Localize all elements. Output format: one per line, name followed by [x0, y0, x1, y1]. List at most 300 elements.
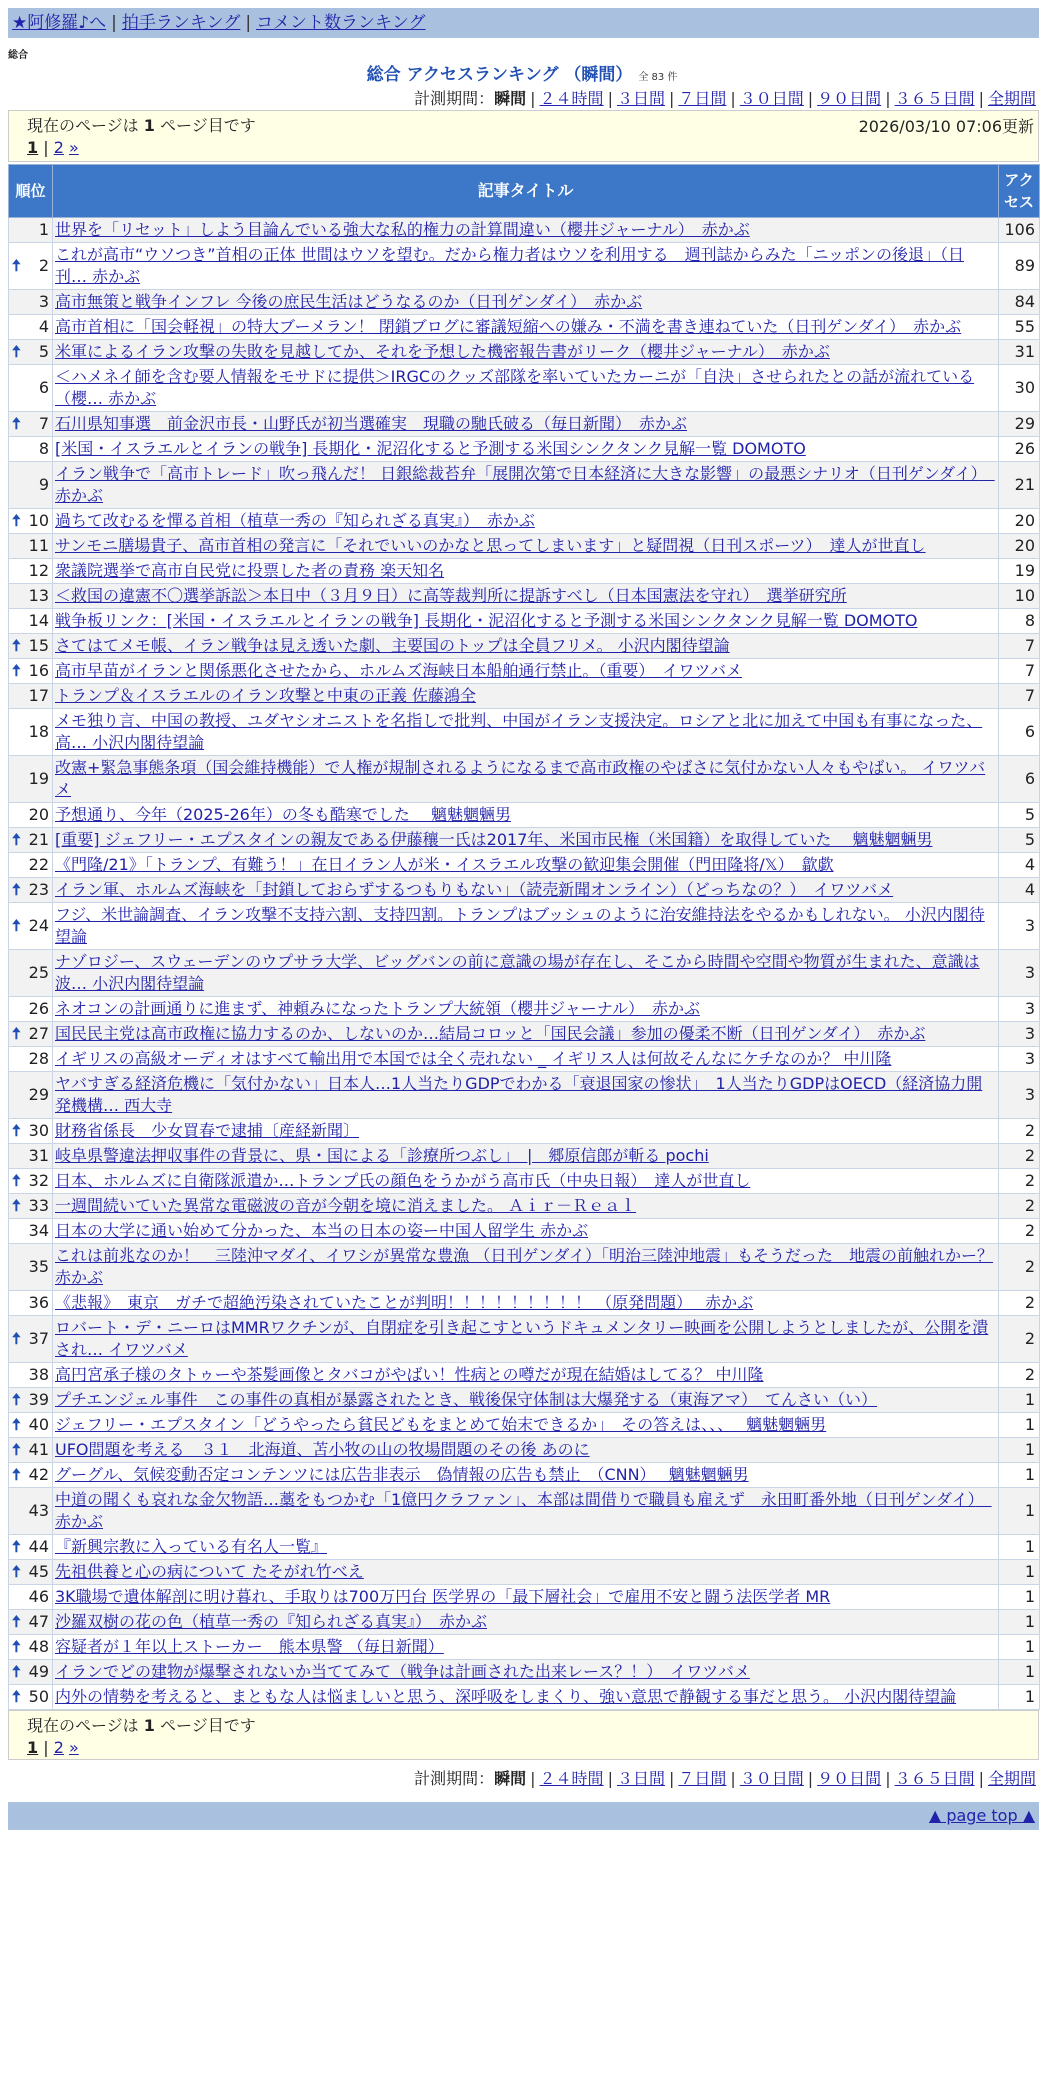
access-count: 3	[999, 903, 1040, 950]
table-row	[9, 1463, 1040, 1488]
title-cell	[53, 950, 999, 997]
article-link[interactable]: ヤバすぎる経済危機に「気付かない」日本人…1人当たりGDPでわかる「衰退国家の惨状」 1人当たりGDPはOECD（経済協力開発機構… 西大寺	[55, 1074, 983, 1115]
article-link[interactable]: サンモニ膳場貴子、高市首相の発言に「それでいいのかなと思ってしまいます」と疑問視（日刊スポーツ） 達人が世直し	[55, 536, 926, 555]
title-cell	[53, 756, 999, 803]
rank-cell	[9, 1169, 53, 1194]
page-2-link[interactable]: 2	[53, 138, 64, 157]
rank-number: 28	[28, 1049, 49, 1068]
rank-up-arrow-icon: 🠅	[12, 1196, 21, 1215]
title-cell	[53, 1535, 999, 1560]
article-link[interactable]: ＜ハメネイ師を含む要人情報をモサドに提供＞IRGCのクッズ部隊を率いていたカーニが「自決」させられたとの話が流れている（櫻… 赤かぶ	[55, 367, 975, 408]
rank-up-arrow-icon: 🠅	[12, 1121, 21, 1140]
rank-cell	[9, 1438, 53, 1463]
rank-up-arrow-icon: 🠅	[12, 1687, 21, 1706]
article-link[interactable]: イラン軍、ホルムズ海峡を「封鎖しておらずするつもりもない」（読売新聞オンライン）（どっちなの？） イワツバメ	[55, 880, 894, 899]
rank-cell	[9, 1535, 53, 1560]
table-row	[9, 290, 1040, 315]
table-row	[9, 509, 1040, 534]
table-row	[9, 1047, 1040, 1072]
access-count: 1	[999, 1463, 1040, 1488]
period-link[interactable]: ３６５日間	[894, 1769, 975, 1788]
period-link[interactable]: ３日間	[616, 89, 665, 108]
article-link[interactable]: 中道の聞くも哀れな金欠物語…藁をもつかむ「1億円クラファン」、本部は間借りで職員も雇えず 永田町番外地（日刊ゲンダイ） 赤かぶ	[55, 1490, 992, 1531]
access-count: 2	[999, 1363, 1040, 1388]
rank-number: 36	[28, 1293, 49, 1312]
article-link[interactable]: ネオコンの計画通りに進まず、神頼みになったトランプ大統領（櫻井ジャーナル） 赤かぶ	[55, 999, 700, 1018]
title-cell	[53, 1291, 999, 1316]
page-1-current: 1	[27, 138, 39, 157]
table-row	[9, 878, 1040, 903]
rank-up-arrow-icon: 🠅	[12, 511, 21, 530]
access-count: 2	[999, 1144, 1040, 1169]
rank-cell	[9, 1119, 53, 1144]
article-link[interactable]: ロバート・デ・ニーロはMMRワクチンが、自閉症を引き起こすというドキュメンタリー映画を公開しようとしましたが、公開を潰され… イワツバメ	[55, 1318, 989, 1359]
access-count: 2	[999, 1194, 1040, 1219]
title-cell	[53, 534, 999, 559]
table-row	[9, 1585, 1040, 1610]
title-cell	[53, 1463, 999, 1488]
article-link[interactable]: 財務省係長 少女買春で逮捕〔産経新聞〕	[55, 1121, 360, 1140]
access-count: 30	[999, 365, 1040, 412]
title-cell	[53, 1022, 999, 1047]
title-cell	[53, 462, 999, 509]
rank-cell	[9, 559, 53, 584]
title-cell	[53, 828, 999, 853]
rank-number: 17	[28, 686, 49, 705]
article-link[interactable]: これは前兆なのか！ 三陸沖マダイ、イワシが異常な豊漁 （日刊ゲンダイ）「明治三陸沖地震」もそうだった 地震の前触れかー？ 赤かぶ	[55, 1246, 994, 1287]
rank-cell	[9, 365, 53, 412]
current-page-text-bottom: 現在のページは 1 ページ目です	[27, 1716, 256, 1735]
article-link[interactable]: 日本、ホルムズに自衛隊派遣か…トランプ氏の顔色をうかがう高市氏（中央日報） 達人が世直し	[55, 1171, 751, 1190]
rank-cell	[9, 1610, 53, 1635]
rank-number: 20	[28, 805, 49, 824]
table-row	[9, 1388, 1040, 1413]
article-link[interactable]: イランでどの建物が爆撃されないか当ててみて（戦争は計画された出来レース？！） イワツバメ	[55, 1662, 750, 1681]
rank-number: 23	[28, 880, 49, 899]
title-cell	[53, 365, 999, 412]
article-link[interactable]: 米軍によるイラン攻撃の失敗を見越してか、それを予想した機密報告書がリーク（櫻井ジャーナル） 赤かぶ	[55, 342, 830, 361]
access-count: 6	[999, 709, 1040, 756]
rank-cell	[9, 634, 53, 659]
rank-number: 30	[28, 1121, 49, 1140]
rank-number: 41	[28, 1440, 49, 1459]
title-cell	[53, 1169, 999, 1194]
access-count: 3	[999, 1022, 1040, 1047]
rank-cell	[9, 290, 53, 315]
rank-up-arrow-icon: 🠅	[12, 256, 21, 275]
rank-cell	[9, 950, 53, 997]
access-count: 3	[999, 1047, 1040, 1072]
rank-number: 43	[28, 1501, 49, 1520]
article-link[interactable]: ジェフリー・エプスタイン「どうやったら貧民どもをまとめて始末できるか」 その答えは、、、 魑魅魍魎男	[55, 1415, 827, 1434]
table-row	[9, 1685, 1040, 1710]
rank-cell	[9, 659, 53, 684]
period-label: 計測期間：	[414, 89, 495, 108]
article-link[interactable]: ＜救国の違憲不〇選挙訴訟＞本日中（３月９日）に高等裁判所に提訴すべし（日本国憲法を守れ） 選挙研究所	[55, 586, 847, 605]
article-link[interactable]: 3K職場で遺体解剖に明け暮れ、手取りは700万円台 医学界の「最下層社会」で雇用不安と闘う法医学者 MR	[55, 1587, 831, 1606]
rank-up-arrow-icon: 🠅	[12, 1562, 21, 1581]
article-link[interactable]: 沙羅双樹の花の色（植草一秀の『知られざる真実』） 赤かぶ	[55, 1612, 488, 1631]
title-cell	[53, 803, 999, 828]
title-cell	[53, 684, 999, 709]
page-2-link-bottom[interactable]: 2	[53, 1738, 64, 1757]
rank-cell	[9, 1194, 53, 1219]
table-row	[9, 803, 1040, 828]
access-count: 1	[999, 1635, 1040, 1660]
rank-number: 45	[28, 1562, 49, 1581]
title-cell	[53, 1438, 999, 1463]
table-row	[9, 997, 1040, 1022]
access-count: 106	[999, 218, 1040, 243]
table-row	[9, 218, 1040, 243]
access-count: 1	[999, 1610, 1040, 1635]
rank-number: 14	[28, 611, 49, 630]
rank-number: 44	[28, 1537, 49, 1556]
table-row	[9, 1413, 1040, 1438]
access-count: 5	[999, 803, 1040, 828]
rank-number: 15	[28, 636, 49, 655]
access-count: 19	[999, 559, 1040, 584]
rank-number: 7	[38, 414, 49, 433]
rank-number: 4	[38, 317, 49, 336]
access-count: 1	[999, 1413, 1040, 1438]
access-count: 2	[999, 1316, 1040, 1363]
title-cell	[53, 243, 999, 290]
table-row	[9, 853, 1040, 878]
rank-cell	[9, 243, 53, 290]
article-link[interactable]: 高市首相に「国会軽視」の特大ブーメラン！ 閉鎖ブログに審議短縮への嫌み・不満を書き連ねていた（日刊ゲンダイ） 赤かぶ	[55, 317, 962, 336]
article-link[interactable]: 過ちて改むるを憚る首相（植草一秀の『知られざる真実』） 赤かぶ	[55, 511, 535, 530]
table-row	[9, 412, 1040, 437]
rank-number: 39	[28, 1390, 49, 1409]
table-row	[9, 1610, 1040, 1635]
title-cell	[53, 709, 999, 756]
rank-number: 25	[28, 963, 49, 982]
rank-up-arrow-icon: 🠅	[12, 830, 21, 849]
table-row	[9, 315, 1040, 340]
table-row	[9, 462, 1040, 509]
period-link[interactable]: ３０日間	[739, 1769, 804, 1788]
period-link[interactable]: ９０日間	[817, 1769, 882, 1788]
article-link[interactable]: イギリスの高級オーディオはすべて輸出用で本国では全く売れない _ イギリス人は何故そんなにケチなのか？ 中川隆	[55, 1049, 892, 1068]
rank-up-arrow-icon: 🠅	[12, 1612, 21, 1631]
rank-number: 47	[28, 1612, 49, 1631]
rank-up-arrow-icon: 🠅	[12, 1329, 21, 1348]
article-link[interactable]: 衆議院選挙で高市自民党に投票した者の責務 楽天知名	[55, 561, 445, 580]
article-link[interactable]: メモ独り言、中国の教授、ユダヤシオニストを名指しで批判、中国がイラン支援決定。ロシアと北に加えて中国も有事になった、高… 小沢内閣待望論	[55, 711, 983, 752]
rank-number: 33	[28, 1196, 49, 1215]
rank-number: 12	[28, 561, 49, 580]
rank-cell	[9, 340, 53, 365]
rank-cell	[9, 903, 53, 950]
title-cell	[53, 315, 999, 340]
table-row	[9, 1316, 1040, 1363]
table-row	[9, 1169, 1040, 1194]
rank-number: 49	[28, 1662, 49, 1681]
table-row	[9, 1363, 1040, 1388]
access-count: 8	[999, 609, 1040, 634]
rank-number: 37	[28, 1329, 49, 1348]
rank-cell	[9, 1413, 53, 1438]
period-link[interactable]: ３６５日間	[894, 89, 975, 108]
rank-cell	[9, 1635, 53, 1660]
article-link[interactable]: 国民民主党は高市政権に協力するのか、しないのか…結局コロッと「国民会議」参加の優柔不断（日刊ゲンダイ） 赤かぶ	[55, 1024, 926, 1043]
access-count: 1	[999, 1388, 1040, 1413]
rank-number: 22	[28, 855, 49, 874]
access-count: 3	[999, 1072, 1040, 1119]
table-row	[9, 684, 1040, 709]
article-link[interactable]: 日本の大学に通い始めて分かった、本当の日本の姿ー中国人留学生 赤かぶ	[55, 1221, 589, 1240]
rank-number: 16	[28, 661, 49, 680]
access-count: 7	[999, 684, 1040, 709]
home-link[interactable]: ★阿修羅♪へ	[12, 13, 107, 33]
page-title	[0, 60, 1044, 85]
access-count: 20	[999, 509, 1040, 534]
access-count: 3	[999, 997, 1040, 1022]
title-cell	[53, 1488, 999, 1535]
rank-cell	[9, 315, 53, 340]
rank-number: 48	[28, 1637, 49, 1656]
access-count: 6	[999, 756, 1040, 803]
article-link[interactable]: グーグル、気候変動否定コンテンツには広告非表示 偽情報の広告も禁止 （CNN） 魑魅魍魎男	[55, 1465, 749, 1484]
article-link[interactable]: さてはてメモ帳、イラン戦争は見え透いた劇、主要国のトップは全員フリメ。 小沢内閣待望論	[55, 636, 730, 655]
rank-number: 42	[28, 1465, 49, 1484]
table-row	[9, 828, 1040, 853]
clap-ranking-link[interactable]: 拍手ランキング	[121, 13, 241, 33]
rank-cell	[9, 1047, 53, 1072]
title-cell	[53, 1219, 999, 1244]
col-access-header: アクセス	[999, 165, 1040, 218]
table-row	[9, 1119, 1040, 1144]
access-count: 1	[999, 1535, 1040, 1560]
title-cell	[53, 997, 999, 1022]
table-row	[9, 756, 1040, 803]
table-row	[9, 243, 1040, 290]
table-row	[9, 1072, 1040, 1119]
rank-number: 32	[28, 1171, 49, 1190]
rank-up-arrow-icon: 🠅	[12, 414, 21, 433]
rank-cell	[9, 1291, 53, 1316]
article-link[interactable]: ナゾロジー、スウェーデンのウプサラ大学、ビッグバンの前に意識の場が存在し、そこから時間や空間や物質が生まれた、意識は波… 小沢内閣待望論	[55, 952, 980, 993]
rank-cell	[9, 1072, 53, 1119]
article-link[interactable]: 岐阜県警違法押収事件の背景に、県・国による「診療所つぶし」 | 郷原信郎が斬る pochi	[55, 1146, 709, 1165]
rank-cell	[9, 1144, 53, 1169]
table-row	[9, 903, 1040, 950]
rank-cell	[9, 756, 53, 803]
page-top-link[interactable]: ▲ page top ▲	[928, 1806, 1035, 1825]
rank-cell	[9, 462, 53, 509]
article-link[interactable]: 改憲+緊急事態条項（国会維持機能）で人権が規制されるようになるまで高市政権のやばさに気付かない人々もやばい。 イワツバメ	[55, 758, 986, 799]
access-count: 3	[999, 950, 1040, 997]
next-page-link[interactable]: »	[68, 138, 79, 157]
period-link[interactable]: ７日間	[678, 89, 727, 108]
article-link[interactable]: 高市無策と戦争インフレ 今後の庶民生活はどうなるのか（日刊ゲンダイ） 赤かぶ	[55, 292, 643, 311]
title-cell	[53, 340, 999, 365]
rank-up-arrow-icon: 🠅	[12, 1465, 21, 1484]
article-link[interactable]: 一週間続いていた異常な電磁波の音が今朝を境に消えました。 Ａｉｒ－Ｒｅａｌ	[55, 1196, 637, 1215]
rank-cell	[9, 1244, 53, 1291]
period-link[interactable]: 全期間	[987, 89, 1036, 108]
rank-up-arrow-icon: 🠅	[12, 636, 21, 655]
period-link[interactable]: 全期間	[987, 1769, 1036, 1788]
rank-up-arrow-icon: 🠅	[12, 1024, 21, 1043]
title-cell	[53, 1560, 999, 1585]
title-cell	[53, 634, 999, 659]
period-current: 瞬間	[494, 1769, 527, 1788]
access-count: 1	[999, 1660, 1040, 1685]
table-row	[9, 534, 1040, 559]
table-row	[9, 340, 1040, 365]
rank-number: 46	[28, 1587, 49, 1606]
rank-number: 27	[28, 1024, 49, 1043]
table-row	[9, 1560, 1040, 1585]
rank-number: 13	[28, 586, 49, 605]
rank-number: 34	[28, 1221, 49, 1240]
pager-bottom	[8, 1710, 1039, 1760]
rank-number: 35	[28, 1257, 49, 1276]
table-row	[9, 1488, 1040, 1535]
title-cell	[53, 1635, 999, 1660]
rank-number: 2	[38, 256, 49, 275]
table-row	[9, 1144, 1040, 1169]
access-count: 1	[999, 1685, 1040, 1710]
article-link[interactable]: 内外の情勢を考えると、まともな人は悩ましいと思う、深呼吸をしまくり、強い意思で静観する事だと思う。 小沢内閣待望論	[55, 1687, 957, 1706]
access-count: 2	[999, 1291, 1040, 1316]
article-link[interactable]: 予想通り、今年（2025-26年）の冬も酷寒でした 魑魅魍魎男	[55, 805, 511, 824]
access-count: 84	[999, 290, 1040, 315]
title-cell	[53, 878, 999, 903]
rank-number: 3	[38, 292, 49, 311]
article-link[interactable]: 世界を「リセット」しよう目論んでいる強大な私的権力の計算間違い（櫻井ジャーナル） 赤かぶ	[55, 220, 750, 239]
access-count: 5	[999, 828, 1040, 853]
period-selector-top: 計測期間：瞬間 | ２４時間 | ３日間 | ７日間 | ３０日間 | ９０日間 | ３６５日間 | 全期間	[414, 89, 1036, 108]
title-cell	[53, 1685, 999, 1710]
article-link[interactable]: 戦争板リンク：[米国・イスラエルとイランの戦争] 長期化・泥沼化すると予測する米国シンクタンク見解一覧 DOMOTO	[55, 611, 918, 630]
article-link[interactable]: 《門隆/21》「トランプ、有難う！」在日イラン人が米・イスラエル攻撃の歓迎集会開催（門田隆将/𝕏） 歙歔	[55, 855, 834, 874]
rank-number: 18	[28, 722, 49, 741]
article-link[interactable]: 石川県知事選 前金沢市長・山野氏が初当選確実 現職の馳氏破る（毎日新聞） 赤かぶ	[55, 414, 688, 433]
period-link[interactable]: ２４時間	[539, 1769, 604, 1788]
period-selector-bottom: 計測期間：瞬間 | ２４時間 | ３日間 | ７日間 | ３０日間 | ９０日間 | ３６５日間 | 全期間	[414, 1769, 1036, 1788]
title-cell	[53, 584, 999, 609]
comment-ranking-link[interactable]: コメント数ランキング	[256, 13, 426, 33]
rank-number: 5	[38, 342, 49, 361]
table-row	[9, 1244, 1040, 1291]
table-row	[9, 437, 1040, 462]
rank-up-arrow-icon: 🠅	[12, 1390, 21, 1409]
access-count: 20	[999, 534, 1040, 559]
page-title-text: 総合 アクセスランキング （瞬間）	[366, 65, 633, 85]
article-link[interactable]: [米国・イスラエルとイランの戦争] 長期化・泥沼化すると予測する米国シンクタンク見解一覧 DOMOTO	[55, 439, 806, 458]
access-count: 2	[999, 1244, 1040, 1291]
article-link[interactable]: イラン戦争で「高市トレード」吹っ飛んだ！ 日銀総裁苔弁「展開次第で日本経済に大きな影響」の最悪シナリオ（日刊ゲンダイ） 赤かぶ	[55, 464, 995, 505]
next-page-link-bottom[interactable]: »	[68, 1738, 79, 1757]
article-link[interactable]: 先祖供養と心の病について たそがれ竹べえ	[55, 1562, 364, 1581]
table-row	[9, 1291, 1040, 1316]
period-current: 瞬間	[494, 89, 527, 108]
access-count: 26	[999, 437, 1040, 462]
title-cell	[53, 1194, 999, 1219]
ranking-table	[8, 164, 1040, 1710]
rank-number: 29	[28, 1085, 49, 1104]
article-link[interactable]: プチエンジェル事件 この事件の真相が暴露されたとき、戦後保守体制は大爆発する（東海アマ） てんさい（い）	[55, 1390, 878, 1409]
table-row	[9, 1194, 1040, 1219]
rank-number: 8	[38, 439, 49, 458]
rank-cell	[9, 1022, 53, 1047]
rank-number: 50	[28, 1687, 49, 1706]
period-link[interactable]: ７日間	[678, 1769, 727, 1788]
article-link[interactable]: [重要] ジェフリー・エプスタインの親友である伊藤穰一氏は2017年、米国市民権（米国籍）を取得していた 魑魅魍魎男	[55, 830, 933, 849]
article-link[interactable]: UFO問題を考える ３１ 北海道、苫小牧の山の牧場問題のその後 あのに	[55, 1440, 590, 1459]
rank-cell	[9, 1463, 53, 1488]
table-row	[9, 609, 1040, 634]
rank-cell	[9, 1219, 53, 1244]
page-1-current-bottom: 1	[27, 1738, 39, 1757]
pager-top	[8, 110, 1039, 162]
rank-number: 24	[28, 916, 49, 935]
article-link[interactable]: 高円宮承子様のタトゥーや茶髪画像とタバコがやばい！性病との噂だが現在結婚はしてる？ 中川隆	[55, 1365, 764, 1384]
rank-cell	[9, 534, 53, 559]
access-count: 31	[999, 340, 1040, 365]
article-link[interactable]: トランプ＆イスラエルのイラン攻撃と中東の正義 佐藤鴻全	[55, 686, 476, 705]
article-link[interactable]: 『新興宗教に入っている有名人一覧』	[55, 1537, 328, 1556]
rank-up-arrow-icon: 🠅	[12, 880, 21, 899]
access-count: 21	[999, 462, 1040, 509]
rank-cell	[9, 509, 53, 534]
access-count: 4	[999, 878, 1040, 903]
article-link[interactable]: フジ、米世論調査、イラン攻撃不支持六割、支持四割。トランプはブッシュのように治安維持法をやるかもしれない。 小沢内閣待望論	[55, 905, 985, 946]
rank-number: 6	[38, 378, 49, 397]
table-row	[9, 584, 1040, 609]
current-page-text: 現在のページは 1 ページ目です	[27, 116, 256, 135]
period-label: 計測期間：	[414, 1769, 495, 1788]
rank-number: 11	[28, 536, 49, 555]
article-link[interactable]: これが高市“ウソつき”首相の正体 世間はウソを望む。だから権力者はウソを利用する 週刊誌からみた「ニッポンの後退」（日刊… 赤かぶ	[55, 245, 965, 286]
rank-cell	[9, 1488, 53, 1535]
access-count: 2	[999, 1119, 1040, 1144]
title-cell	[53, 1610, 999, 1635]
title-cell	[53, 1363, 999, 1388]
rank-cell	[9, 997, 53, 1022]
period-link[interactable]: ２４時間	[539, 89, 604, 108]
period-link[interactable]: ３０日間	[739, 89, 804, 108]
article-link[interactable]: 《悲報》 東京 ガチで超絶汚染されていたことが判明！！！！！！！！！ （原発問題） 赤かぶ	[55, 1293, 754, 1312]
title-cell	[53, 1119, 999, 1144]
title-cell	[53, 1660, 999, 1685]
rank-up-arrow-icon: 🠅	[12, 1415, 21, 1434]
access-count: 1	[999, 1560, 1040, 1585]
access-count: 1	[999, 1488, 1040, 1535]
rank-up-arrow-icon: 🠅	[12, 1440, 21, 1459]
title-cell	[53, 1413, 999, 1438]
period-link[interactable]: ３日間	[616, 1769, 665, 1788]
title-cell	[53, 412, 999, 437]
rank-cell	[9, 828, 53, 853]
col-title-header: 記事タイトル	[53, 165, 999, 218]
article-link[interactable]: 高市早苗がイランと関係悪化させたから、ホルムズ海峡日本船舶通行禁止。（重要） イワツバメ	[55, 661, 743, 680]
table-row	[9, 1535, 1040, 1560]
rank-cell	[9, 1316, 53, 1363]
rank-up-arrow-icon: 🠅	[12, 342, 21, 361]
article-link[interactable]: 容疑者が１年以上ストーカー 熊本県警 （毎日新聞）	[55, 1637, 444, 1656]
rank-up-arrow-icon: 🠅	[12, 916, 21, 935]
period-link[interactable]: ９０日間	[817, 89, 882, 108]
rank-up-arrow-icon: 🠅	[12, 661, 21, 680]
rank-up-arrow-icon: 🠅	[12, 1537, 21, 1556]
access-count: 2	[999, 1219, 1040, 1244]
title-cell	[53, 559, 999, 584]
rank-cell	[9, 1685, 53, 1710]
